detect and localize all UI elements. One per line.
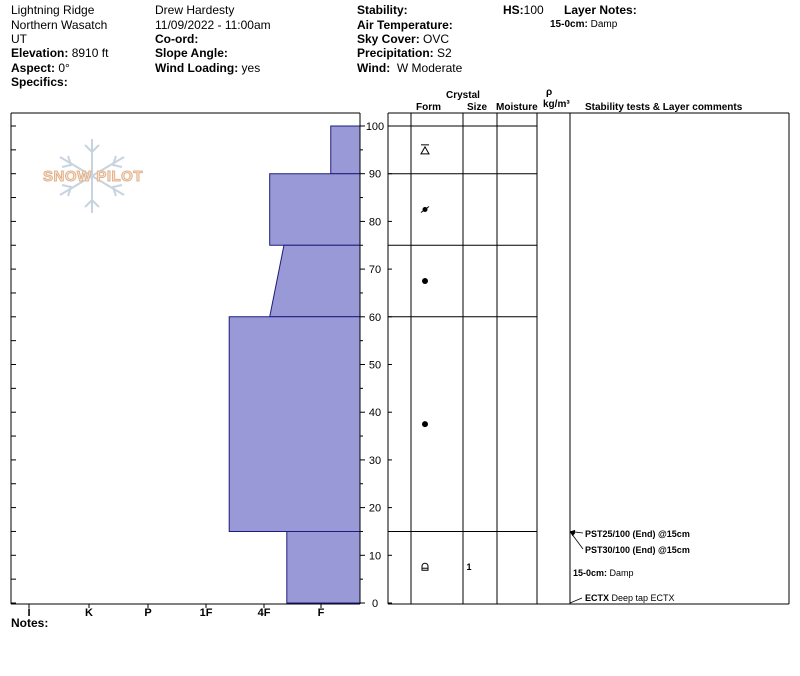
sky-label: Sky Cover: <box>357 32 420 46</box>
crystal-size-label: 1 <box>466 562 472 573</box>
slope-label: Slope Angle: <box>155 46 228 60</box>
observer: Drew Hardesty <box>155 3 235 17</box>
rho-header: ρ <box>546 87 553 98</box>
datetime: 11/09/2022 - 11:00am <box>155 18 271 32</box>
x-tick-label: P <box>144 607 152 619</box>
crystal-header: Crystal <box>446 90 480 101</box>
notes-label: Notes: <box>11 616 49 630</box>
logo-text: SNOW PILOT <box>43 168 143 185</box>
aspect-label: Aspect: <box>11 61 56 75</box>
elevation-value: 8910 ft <box>71 46 109 60</box>
layer-comment-label: 15-0cm: <box>573 568 610 578</box>
wind-loading-value: yes <box>241 61 261 75</box>
dot-shape <box>422 421 428 427</box>
moisture-header: Moisture <box>496 102 538 113</box>
x-tick-label: F <box>317 607 325 619</box>
y-tick-label: 30 <box>368 454 382 467</box>
y-tick-label: 80 <box>368 216 382 229</box>
x-tick-label: K <box>85 607 93 619</box>
y-tick-label: 0 <box>371 598 379 610</box>
stability-label: Stability: <box>357 3 408 17</box>
hs-value: 100 <box>523 3 544 17</box>
y-tick-label: 20 <box>368 502 382 515</box>
stability-test-label: PST25/100 (End) @15cm <box>585 529 690 539</box>
layer-note-label: 15-0cm: <box>550 19 588 30</box>
coord-label: Co-ord: <box>155 32 199 46</box>
y-tick-label: 70 <box>368 264 382 277</box>
x-tick-label: 4F <box>257 607 271 619</box>
y-tick-label: 40 <box>368 407 382 420</box>
ectx-label: ECTX <box>585 593 612 603</box>
hardness-layer <box>270 174 360 246</box>
form-header: Form <box>416 102 441 113</box>
y-tick-label: 90 <box>368 168 382 181</box>
rounded-grain-icon <box>422 278 428 284</box>
range: Northern Wasatch <box>11 18 108 32</box>
wind-label: Wind: <box>357 61 391 75</box>
wind-value: W Moderate <box>396 61 463 75</box>
size-header: Size <box>467 102 488 113</box>
ectx-leader <box>570 598 582 603</box>
decomposing-particle-icon <box>421 206 429 212</box>
elevation-label: Elevation: <box>11 46 69 60</box>
wind-loading-label: Wind Loading: <box>155 61 239 75</box>
density-unit-header: kg/m³ <box>543 99 570 110</box>
layer-note-value: Damp <box>590 19 618 30</box>
hardness-layer <box>331 126 360 174</box>
layer-notes-label: Layer Notes: <box>564 3 637 17</box>
aspect-value: 0° <box>58 61 70 75</box>
triangle-shape <box>421 147 429 154</box>
air-temp-label: Air Temperature: <box>357 18 453 32</box>
comments-header: Stability tests & Layer comments <box>585 102 743 113</box>
hardness-layer <box>229 317 360 532</box>
precip-label: Precipitation: <box>357 46 434 60</box>
ectx-comment <box>585 593 675 603</box>
y-tick-label: 50 <box>368 359 382 372</box>
surface-hoar-icon <box>421 145 429 154</box>
x-tick-label: I <box>27 607 31 619</box>
hardness-layer <box>287 531 360 603</box>
melt-form-icon <box>422 563 428 570</box>
location: Lightning Ridge <box>11 3 95 17</box>
y-tick-label: 10 <box>368 550 382 563</box>
y-tick-label: 60 <box>368 311 382 324</box>
ectx-value: Deep tap ECTX <box>611 593 675 603</box>
y-tick-label: 100 <box>365 121 385 133</box>
specifics-label: Specifics: <box>11 75 68 89</box>
layer-comment <box>573 568 634 578</box>
state: UT <box>11 32 27 46</box>
precip-value: S2 <box>437 46 452 60</box>
hardness-layer <box>270 245 360 317</box>
rounded-grain-icon <box>422 421 428 427</box>
x-tick-label: 1F <box>199 607 213 619</box>
dome-shape <box>422 563 428 570</box>
sky-value: OVC <box>423 32 450 46</box>
hs-label: HS: <box>503 3 524 17</box>
layer-comment-value: Damp <box>609 568 634 578</box>
stability-test-label: PST30/100 (End) @15cm <box>585 545 690 555</box>
dot-shape <box>422 278 428 284</box>
